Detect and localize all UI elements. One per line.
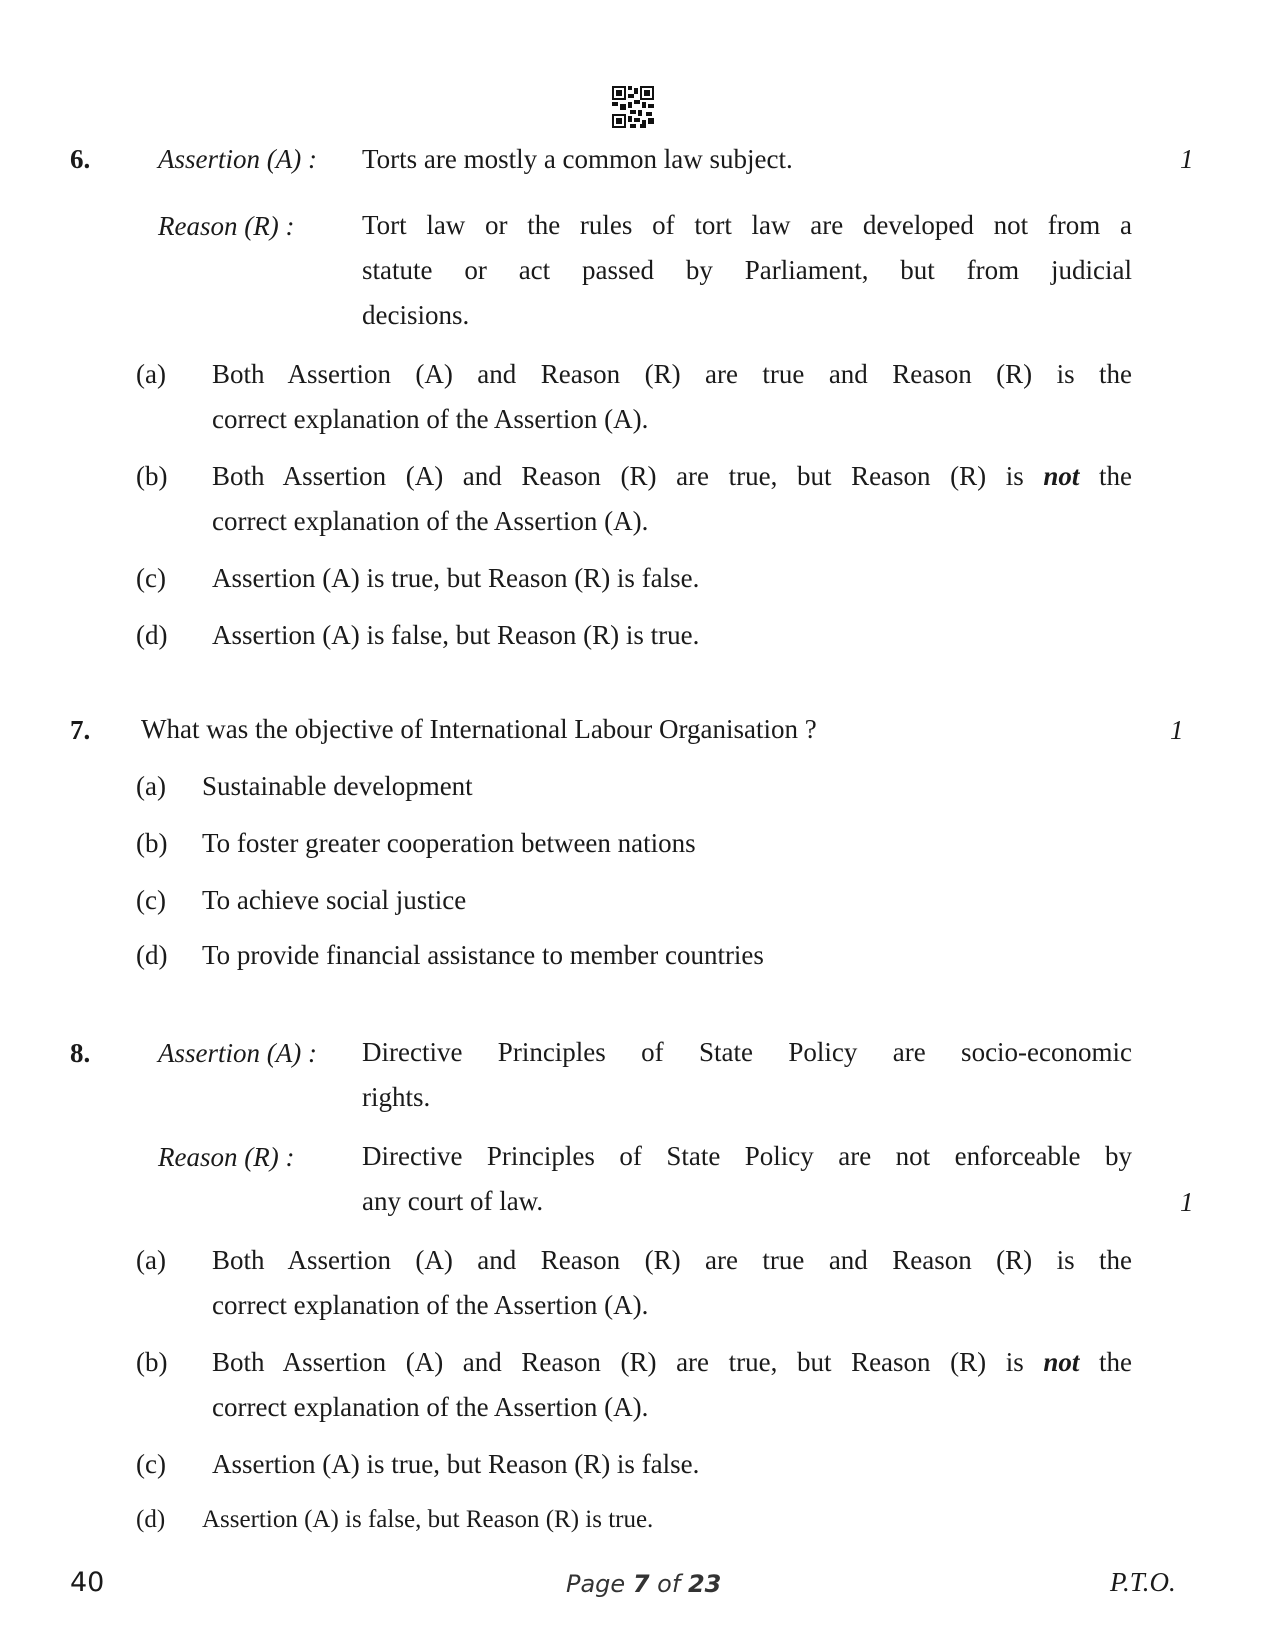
option-label: (b)	[136, 1347, 168, 1377]
reason-line: statute or act passed by Parliament, but from judicial	[362, 255, 1132, 285]
option-label: (c)	[136, 1449, 166, 1479]
pto-label: P.T.O.	[1110, 1567, 1176, 1597]
option-label: (a)	[136, 359, 166, 389]
option-label: (d)	[136, 940, 168, 970]
assertion-text: rights.	[362, 1082, 431, 1112]
option-text: To achieve social justice	[202, 885, 467, 915]
option-text: correct explanation of the Assertion (A).	[212, 404, 649, 434]
assertion-label: Assertion (A) :	[158, 1038, 317, 1068]
option-text: correct explanation of the Assertion (A).	[212, 1290, 649, 1320]
paper-code: 40	[70, 1567, 105, 1598]
option-label: (b)	[136, 461, 168, 491]
option-text: Assertion (A) is false, but Reason (R) is true.	[212, 620, 700, 650]
option-text: Assertion (A) is true, but Reason (R) is false.	[212, 1449, 700, 1479]
option-text: Both Assertion (A) and Reason (R) are true, but Reason (R) is not the	[212, 461, 1132, 491]
question-text: What was the objective of International Labour Organisation ?	[141, 714, 817, 744]
assertion-text: Directive Principles of State Policy are socio-economic	[362, 1037, 1132, 1067]
marks: 1	[1180, 144, 1194, 174]
reason-line: any court of law.	[362, 1186, 544, 1216]
assertion-text: Torts are mostly a common law subject.	[362, 144, 793, 174]
option-text: To provide financial assistance to member countries	[202, 940, 764, 970]
page-indicator: Page 7 of 23	[566, 1570, 722, 1598]
option-text: Both Assertion (A) and Reason (R) are true and Reason (R) is the	[212, 359, 1132, 389]
option-text: correct explanation of the Assertion (A).	[212, 506, 649, 536]
qr-code	[612, 86, 654, 128]
option-label: (b)	[136, 828, 168, 858]
reason-label: Reason (R) :	[158, 1142, 295, 1172]
reason-line: Tort law or the rules of tort law are developed not from a	[362, 210, 1132, 240]
marks: 1	[1170, 715, 1184, 745]
option-label: (d)	[136, 620, 168, 650]
option-text: Assertion (A) is true, but Reason (R) is false.	[212, 563, 700, 593]
option-text: Assertion (A) is false, but Reason (R) is true.	[202, 1506, 654, 1533]
reason-label: Reason (R) :	[158, 211, 295, 241]
question-number: 6.	[70, 144, 91, 174]
option-label: (a)	[136, 1245, 166, 1275]
option-text: To foster greater cooperation between nations	[202, 828, 696, 858]
option-text: correct explanation of the Assertion (A).	[212, 1392, 649, 1422]
marks: 1	[1180, 1187, 1194, 1217]
assertion-label: Assertion (A) :	[158, 144, 317, 174]
option-label: (d)	[136, 1506, 166, 1533]
option-text: Sustainable development	[202, 771, 473, 801]
question-number: 8.	[70, 1038, 91, 1068]
option-label: (c)	[136, 563, 166, 593]
reason-line: Directive Principles of State Policy are not enforceable by	[362, 1141, 1132, 1171]
option-text: Both Assertion (A) and Reason (R) are true and Reason (R) is the	[212, 1245, 1132, 1275]
reason-line: decisions.	[362, 300, 470, 330]
question-number: 7.	[70, 715, 91, 745]
option-label: (a)	[136, 771, 166, 801]
option-label: (c)	[136, 885, 166, 915]
option-text: Both Assertion (A) and Reason (R) are true, but Reason (R) is not the	[212, 1347, 1132, 1377]
